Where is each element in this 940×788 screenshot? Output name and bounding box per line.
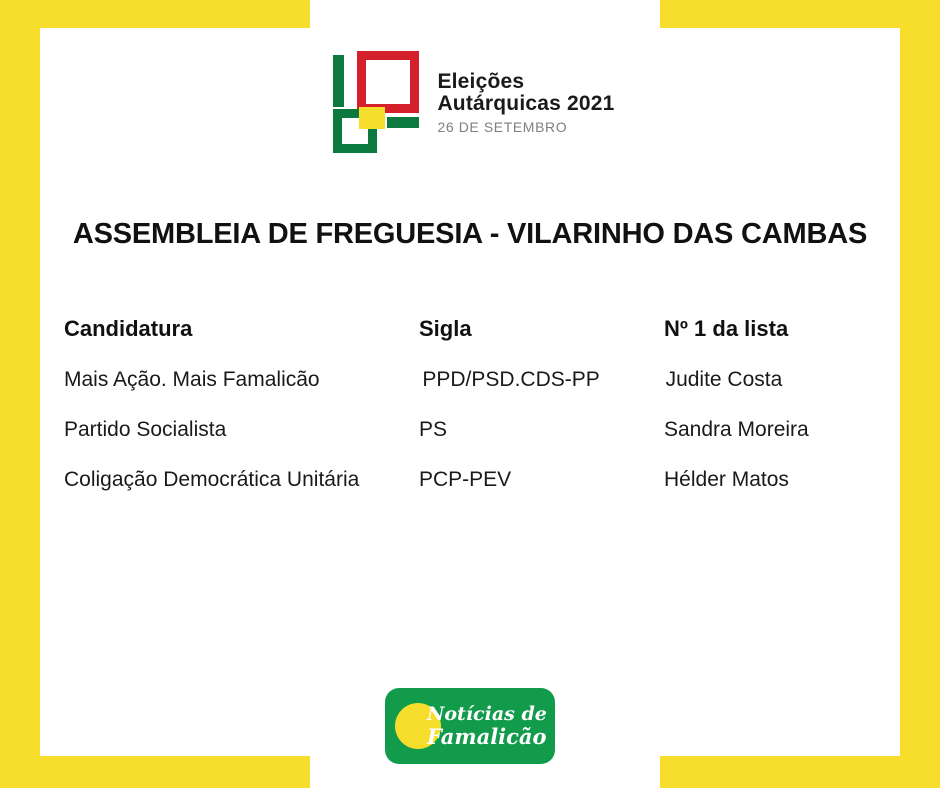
logo-green-bar-right bbox=[387, 117, 419, 128]
column-header-candidatura: Candidatura bbox=[64, 316, 193, 341]
election-logo-mark-icon bbox=[325, 51, 421, 155]
cell-sigla: PPD/PSD.CDS-PP bbox=[422, 368, 600, 391]
candidates-table bbox=[64, 316, 876, 518]
logo-line-2: Autárquicas 2021 bbox=[437, 92, 615, 116]
logo-line-1: Eleições bbox=[437, 70, 525, 94]
table-row bbox=[64, 368, 876, 392]
cell-candidatura: Partido Socialista bbox=[64, 418, 227, 441]
column-header-sigla: Sigla bbox=[419, 316, 472, 341]
logo-green-bar-left bbox=[333, 55, 344, 107]
election-logo-inner bbox=[325, 51, 614, 155]
cell-sigla: PS bbox=[419, 418, 448, 441]
election-logo bbox=[40, 28, 900, 178]
content-card bbox=[40, 28, 900, 756]
table-row bbox=[64, 418, 876, 442]
table-row bbox=[64, 468, 876, 492]
cell-numero1: Hélder Matos bbox=[664, 468, 789, 491]
cell-numero1: Judite Costa bbox=[665, 368, 783, 391]
logo-date: 26 DE SETEMBRO bbox=[437, 119, 568, 136]
publisher-logo bbox=[385, 688, 555, 764]
publisher-name-line-1: Notícias de bbox=[427, 703, 547, 725]
logo-red-square-icon bbox=[357, 51, 419, 113]
table-header-row bbox=[64, 316, 876, 342]
page-title: ASSEMBLEIA DE FREGUESIA - VILARINHO DAS CAMBAS bbox=[72, 218, 868, 250]
publisher-name-line-2: Famalicão bbox=[427, 724, 547, 749]
election-logo-text bbox=[437, 71, 614, 135]
publisher-name bbox=[427, 705, 547, 747]
cell-sigla: PCP-PEV bbox=[419, 468, 512, 491]
logo-yellow-block-icon bbox=[359, 107, 385, 129]
cell-candidatura: Mais Ação. Mais Famalicão bbox=[64, 368, 320, 391]
cell-candidatura: Coligação Democrática Unitária bbox=[64, 468, 360, 491]
column-header-numero1: Nº 1 da lista bbox=[664, 316, 789, 341]
cell-numero1: Sandra Moreira bbox=[664, 418, 809, 441]
